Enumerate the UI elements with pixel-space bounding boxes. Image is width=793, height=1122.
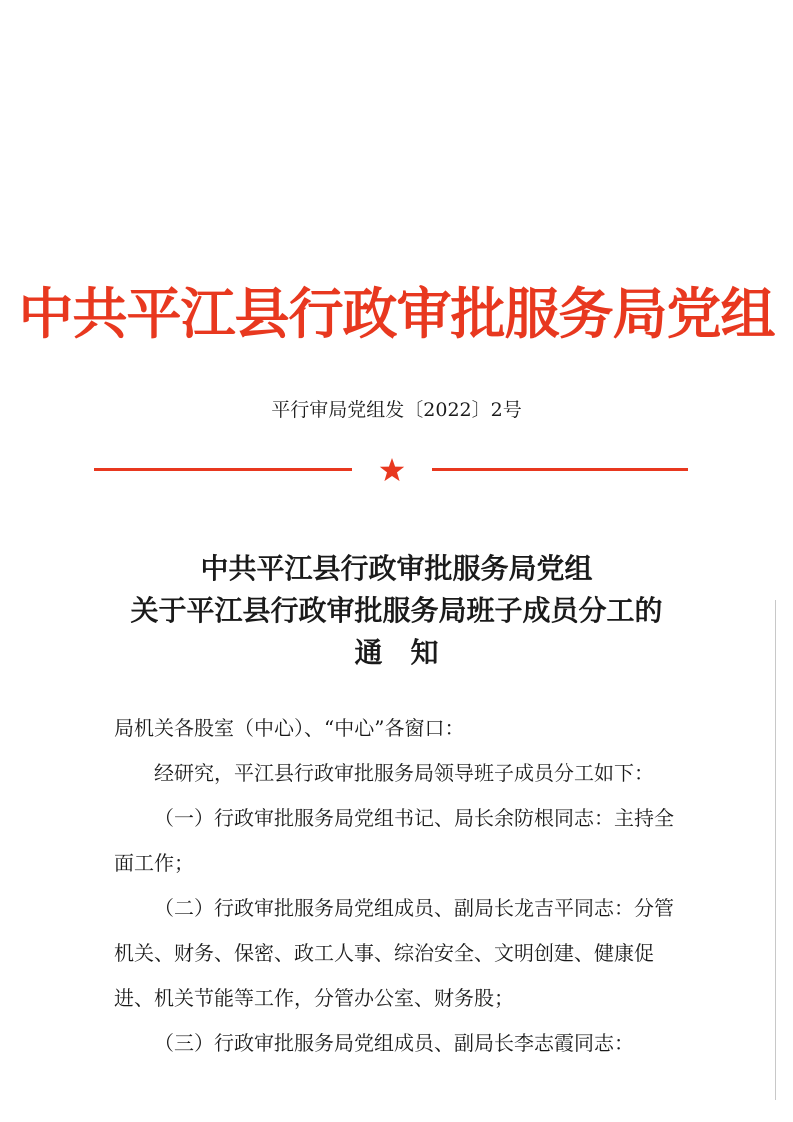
- document-body: [114, 706, 674, 1066]
- document-title: [0, 548, 793, 674]
- body-paragraph: （三）行政审批服务局党组成员、副局长李志霞同志：: [154, 1031, 634, 1055]
- scan-edge-line: [775, 600, 776, 1100]
- salutation: 局机关各股室（中心）、“中心”各窗口：: [114, 716, 465, 740]
- red-divider: [0, 457, 793, 483]
- body-paragraph: （二）行政审批服务局党组成员、副局长龙吉平同志：分管机关、财务、保密、政工人事、综治安全、文明创建、健康促进、机关节能等工作，分管办公室、财务股；: [114, 896, 674, 1010]
- divider-rule-left: [94, 468, 352, 471]
- star-icon: [379, 457, 405, 483]
- title-line-2: 关于平江县行政审批服务局班子成员分工的: [130, 594, 663, 627]
- issuing-organization-header: 中共平江县行政审批服务局党组: [18, 281, 775, 346]
- body-paragraph: 经研究，平江县行政审批服务局领导班子成员分工如下：: [154, 761, 654, 785]
- divider-rule-right: [432, 468, 688, 471]
- title-line-3: 通 知: [354, 636, 439, 669]
- document-number: 平行审局党组发〔2022〕2号: [271, 399, 522, 421]
- title-line-1: 中共平江县行政审批服务局党组: [200, 552, 593, 585]
- body-paragraph: （一）行政审批服务局党组书记、局长余防根同志：主持全面工作；: [114, 806, 674, 875]
